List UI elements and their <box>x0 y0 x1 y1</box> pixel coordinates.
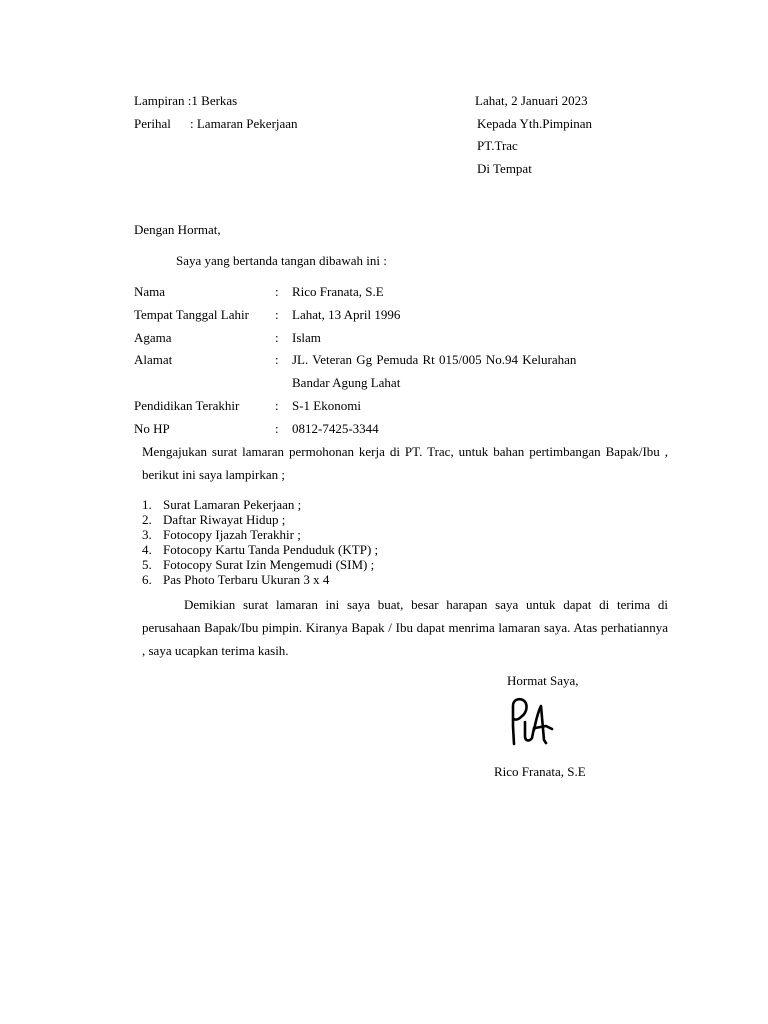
recipient-line-3: Di Tempat <box>477 161 532 176</box>
detail-value: 0812-7425-3344 <box>292 421 379 436</box>
closing-paragraph: Demikian surat lamaran ini saya buat, besar harapan saya untuk dapat di terima di perusahaan Bapak/Ibu pimpin. Kiranya Bapak / Ibu dapat menrima lamaran saya. Atas perhatiannya , saya ucapkan terima kasih. <box>142 597 668 658</box>
detail-label: Agama <box>134 330 172 345</box>
list-text: Surat Lamaran Pekerjaan ; <box>163 497 302 512</box>
detail-value: Bandar Agung Lahat <box>292 375 401 390</box>
attachment-list <box>142 497 378 587</box>
letter-date: Lahat, 2 Januari 2023 <box>475 93 588 108</box>
detail-separator: : <box>275 421 279 436</box>
perihal-label: Perihal <box>134 116 171 131</box>
detail-value: Islam <box>292 330 321 345</box>
signer-name: Rico Franata, S.E <box>494 764 586 779</box>
recipient-line-1: Kepada Yth.Pimpinan <box>477 116 593 131</box>
list-text: Fotocopy Kartu Tanda Penduduk (KTP) ; <box>163 542 379 557</box>
detail-separator: : <box>275 398 279 413</box>
list-number: 4. <box>142 542 152 557</box>
detail-value: Lahat, 13 April 1996 <box>292 307 401 322</box>
detail-separator: : <box>275 307 279 322</box>
list-text: Fotocopy Surat Izin Mengemudi (SIM) ; <box>163 557 375 572</box>
list-text: Pas Photo Terbaru Ukuran 3 x 4 <box>163 572 330 587</box>
detail-value: S-1 Ekonomi <box>292 398 361 413</box>
detail-label: Tempat Tanggal Lahir <box>134 307 249 322</box>
list-text: Fotocopy Ijazah Terakhir ; <box>163 527 301 542</box>
list-number: 3. <box>142 527 152 542</box>
intro-sentence: Saya yang bertanda tangan dibawah ini : <box>176 253 387 268</box>
list-item <box>142 497 378 512</box>
list-number: 1. <box>142 497 152 512</box>
list-item <box>142 572 378 587</box>
list-text: Daftar Riwayat Hidup ; <box>163 512 286 527</box>
signature-icon <box>508 696 554 748</box>
perihal-value: : Lamaran Pekerjaan <box>190 116 298 131</box>
list-item <box>142 527 378 542</box>
detail-label: Nama <box>134 284 166 299</box>
recipient-line-2: PT.Trac <box>477 138 518 153</box>
list-number: 6. <box>142 572 152 587</box>
list-item <box>142 512 378 527</box>
body-paragraph: Mengajukan surat lamaran permohonan kerja di PT. Trac, untuk bahan pertimbangan Bapak/Ibu , berikut ini saya lampirkan ; <box>142 444 668 482</box>
list-number: 5. <box>142 557 152 572</box>
detail-separator: : <box>275 352 279 367</box>
detail-label: No HP <box>134 421 170 436</box>
list-number: 2. <box>142 512 152 527</box>
detail-label: Pendidikan Terakhir <box>134 398 240 413</box>
detail-separator: : <box>275 330 279 345</box>
detail-value: JL. Veteran Gg Pemuda Rt 015/005 No.94 Kelurahan <box>292 352 577 367</box>
list-item <box>142 542 378 557</box>
list-item <box>142 557 378 572</box>
detail-value: Rico Franata, S.E <box>292 284 384 299</box>
signoff: Hormat Saya, <box>507 673 579 688</box>
detail-separator: : <box>275 284 279 299</box>
detail-label: Alamat <box>134 352 173 367</box>
greeting: Dengan Hormat, <box>134 222 221 237</box>
lampiran-line: Lampiran :1 Berkas <box>134 93 238 108</box>
